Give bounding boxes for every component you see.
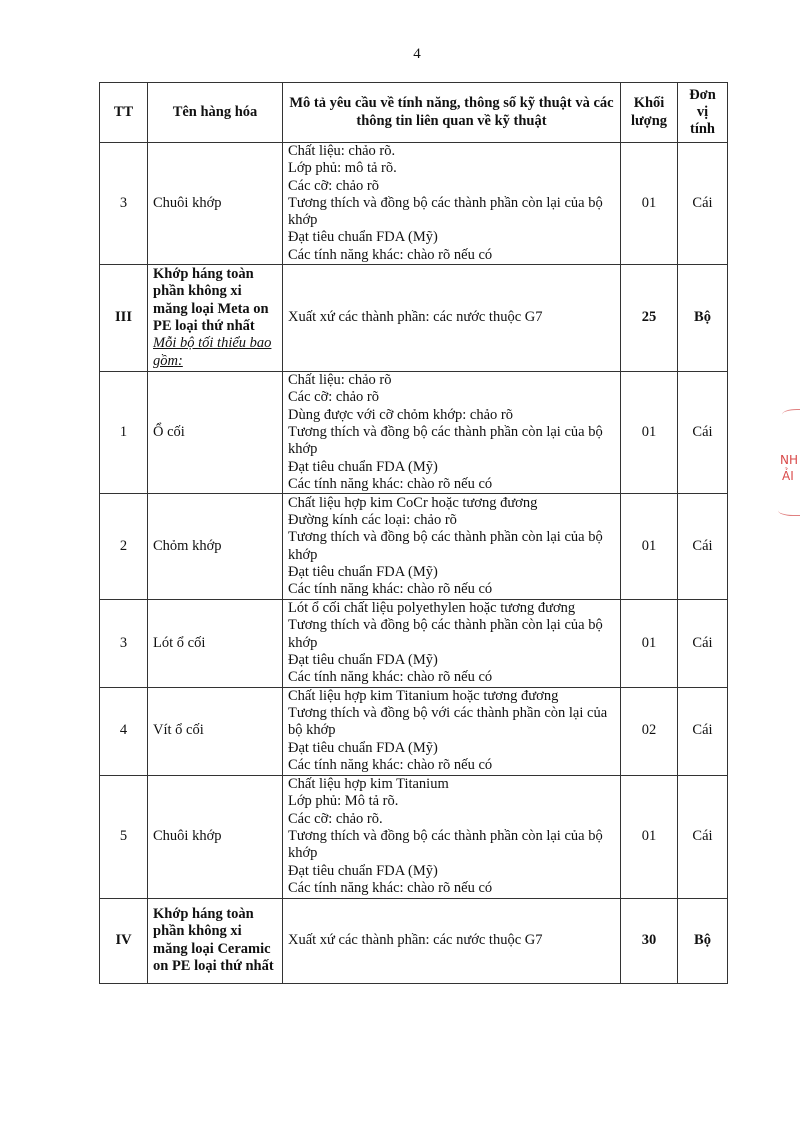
header-qty: Khối lượng [621,83,678,143]
row-tt: 1 [100,372,148,494]
row-desc [283,143,621,265]
row-qty: 01 [621,775,678,898]
table-row [100,372,728,494]
desc-line: Lớp phủ: mô tả rõ. [288,160,397,177]
row-desc [283,600,621,687]
row-name [148,265,283,372]
row-unit: Cái [678,372,728,494]
row-name: Vít ổ cối [148,687,283,775]
table-header-row [100,83,728,143]
desc-line: Tương thích và đồng bộ các thành phần còn lại của bộ khớp [288,827,603,862]
row-unit: Cái [678,143,728,265]
table-row [100,143,728,265]
row-qty: 25 [621,265,678,372]
row-unit: Bộ [678,265,728,372]
stamp-arc [778,505,800,516]
desc-line: Các tính năng khác: chào rõ nếu có [288,669,493,686]
stamp-text: ẢI [782,469,794,483]
desc-line: Các cỡ: chảo rõ. [288,810,383,827]
row-unit: Bộ [678,898,728,983]
desc-line: Các tính năng khác: chào rõ nếu có [288,757,493,774]
desc-line: Lớp phủ: Mô tả rõ. [288,793,399,810]
row-qty: 01 [621,600,678,687]
desc-line: Các tính năng khác: chào rõ nếu có [288,581,493,598]
row-unit: Cái [678,687,728,775]
header-tt: TT [100,83,148,143]
desc-line: Đường kính các loại: chảo rõ [288,512,457,529]
row-qty: 01 [621,372,678,494]
stamp-fragment [770,395,800,525]
group-subtitle: Mỗi bộ tối thiểu bao gồm: [153,335,272,369]
table-group-row [100,898,728,983]
desc-line: Đạt tiêu chuẩn FDA (Mỹ) [288,458,438,475]
desc-line: Lót ổ cối chất liệu polyethylen hoặc tương đương [288,600,576,617]
row-unit: Cái [678,600,728,687]
desc-line: Các tính năng khác: chào rõ nếu có [288,879,493,896]
desc-line: Chất liệu: chảo rõ [288,372,392,389]
header-desc: Mô tả yêu cầu về tính năng, thông số kỹ thuật và các thông tin liên quan về kỹ thuật [283,83,621,143]
table-row [100,687,728,775]
row-tt: IV [100,898,148,983]
desc-line: Chất liệu: chảo rõ. [288,143,396,159]
row-qty: 01 [621,143,678,265]
row-desc [283,372,621,494]
row-tt: III [100,265,148,372]
desc-line: Đạt tiêu chuẩn FDA (Mỹ) [288,229,438,246]
table-row [100,494,728,600]
desc-line: Các tính năng khác: chào rõ nếu có [288,246,493,263]
desc-line: Chất liệu hợp kim Titanium [288,776,449,793]
specification-table [99,82,728,984]
stamp-arc [782,409,800,420]
header-name: Tên hàng hóa [148,83,283,143]
desc-line: Tương thích và đồng bộ các thành phần còn lại của bộ khớp [288,617,603,651]
group-name: Khớp háng toàn phần không xi măng loại Meta on PE loại thứ nhất [153,266,269,335]
row-name: Chuôi khớp [148,775,283,898]
table-group-row [100,265,728,372]
desc-line: Tương thích và đồng bộ các thành phần còn lại của bộ khớp [288,423,603,458]
row-unit: Cái [678,494,728,600]
desc-line: Đạt tiêu chuẩn FDA (Mỹ) [288,862,438,879]
row-tt: 5 [100,775,148,898]
row-desc [283,494,621,600]
row-tt: 2 [100,494,148,600]
row-desc [283,265,621,372]
group-name: Khớp háng toàn phần không xi măng loại Ceramic on PE loại thứ nhất [153,906,274,974]
page-number: 4 [413,46,421,62]
row-desc [283,898,621,983]
desc-line: Đạt tiêu chuẩn FDA (Mỹ) [288,563,438,580]
row-name: Lót ổ cối [148,600,283,687]
desc-line: Tương thích và đồng bộ các thành phần còn lại của bộ khớp [288,529,603,563]
row-qty: 02 [621,687,678,775]
desc-line: Đạt tiêu chuẩn FDA (Mỹ) [288,739,438,756]
row-tt: 4 [100,687,148,775]
desc-line: Các cỡ: chảo rõ [288,389,380,406]
desc-line: Xuất xứ các thành phần: các nước thuộc G7 [288,309,543,326]
desc-line: Xuất xứ các thành phần: các nước thuộc G7 [288,931,543,948]
row-desc [283,687,621,775]
row-name: Chỏm khớp [148,494,283,600]
table-row [100,600,728,687]
stamp-text: NH [780,453,798,467]
row-tt: 3 [100,143,148,265]
desc-line: Chất liệu hợp kim CoCr hoặc tương đương [288,494,538,511]
row-name [148,898,283,983]
row-qty: 30 [621,898,678,983]
row-name: Ổ cối [148,372,283,494]
desc-line: Đạt tiêu chuẩn FDA (Mỹ) [288,652,438,669]
row-unit: Cái [678,775,728,898]
row-name: Chuôi khớp [148,143,283,265]
table-row [100,775,728,898]
desc-line: Các cỡ: chảo rõ [288,177,380,194]
row-tt: 3 [100,600,148,687]
row-qty: 01 [621,494,678,600]
desc-line: Chất liệu hợp kim Titanium hoặc tương đương [288,687,559,704]
desc-line: Tương thích và đồng bộ các thành phần còn lại của bộ khớp [288,194,603,229]
desc-line: Dùng được với cỡ chỏm khớp: chảo rõ [288,406,513,423]
header-unit: Đơn vị tính [678,83,728,143]
row-desc [283,775,621,898]
desc-line: Các tính năng khác: chào rõ nếu có [288,475,493,492]
desc-line: Tương thích và đồng bộ với các thành phần còn lại của bộ khớp [288,705,608,739]
